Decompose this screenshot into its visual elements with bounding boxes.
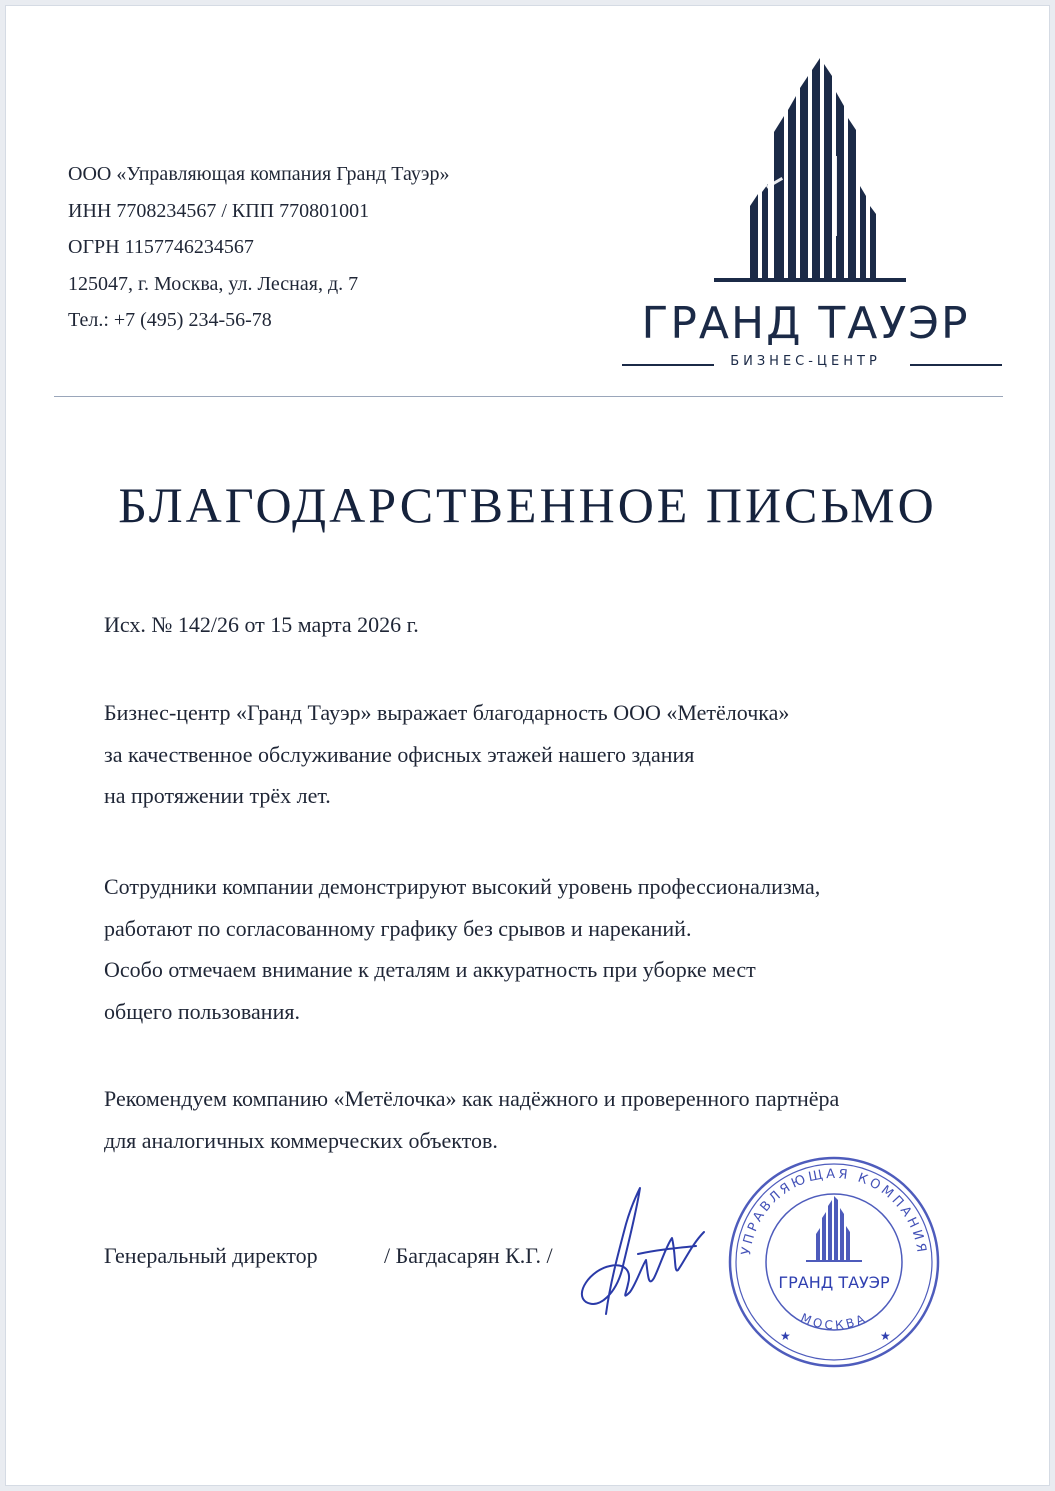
- sender-phone: Тел.: +7 (495) 234-56-78: [68, 309, 272, 331]
- paragraph-line: за качественное обслуживание офисных этажей нашего здания: [104, 741, 695, 767]
- stamp-ring-bottom-text: МОСКВА: [798, 1310, 870, 1333]
- logo-divider-right: [910, 364, 1002, 366]
- company-stamp: [724, 1152, 944, 1372]
- signatory-role: Генеральный директор: [104, 1243, 318, 1268]
- sender-inn-kpp: ИНН 7708234567 / КПП 770801001: [68, 199, 370, 222]
- skyscraper-icon: [608, 46, 1003, 291]
- paragraph-line: для аналогичных коммерческих объектов.: [104, 1127, 498, 1153]
- sender-details: [68, 156, 449, 339]
- paragraph-line: Сотрудники компании демонстрируют высокий уровень профессионализма,: [104, 874, 821, 899]
- paragraph-line: работают по согласованному графику без срывов и нареканий.: [104, 915, 692, 941]
- paragraph-3: [104, 1078, 839, 1161]
- paragraph-line: Рекомендуем компанию «Метёлочка» как надёжного и проверенного партнёра: [104, 1086, 840, 1111]
- paragraph-line: на протяжении трёх лет.: [104, 783, 331, 808]
- sender-ogrn: ОГРН 1157746234567: [68, 236, 254, 258]
- letter-reference: Исх. № 142/26 от 15 марта 2026 г.: [104, 612, 419, 637]
- paragraph-1: [104, 692, 789, 817]
- stamp-center-text: ГРАНД ТАУЭР: [778, 1273, 890, 1292]
- company-logo: [608, 46, 1008, 376]
- paragraph-line: Бизнес-центр «Гранд Тауэр» выражает благодарность ООО «Метёлочка»: [104, 700, 790, 725]
- logo-subtitle: БИЗНЕС-ЦЕНТР: [730, 354, 881, 369]
- star-icon: ★: [880, 1329, 891, 1343]
- paragraph-line: общего пользования.: [104, 998, 300, 1024]
- header-divider: [54, 396, 1003, 397]
- paragraph-2: [104, 866, 820, 1032]
- letter-title: БЛАГОДАРСТВЕННОЕ ПИСЬМО: [118, 477, 937, 533]
- sender-company: ООО «Управляющая компания Гранд Тауэр»: [68, 163, 450, 185]
- stamp-ring-top-text: УПРАВЛЯЮЩАЯ КОМПАНИЯ: [739, 1166, 929, 1257]
- paragraph-line: Особо отмечаем внимание к деталям и аккуратность при уборке мест: [104, 957, 756, 982]
- letter-page: [6, 6, 1049, 1485]
- handwritten-signature: [566, 1174, 716, 1324]
- star-icon: ★: [780, 1329, 791, 1343]
- logo-brand-name: ГРАНД ТАУЭР: [641, 298, 970, 349]
- signatory-name: / Багдасарян К.Г. /: [384, 1243, 553, 1268]
- sender-address: 125047, г. Москва, ул. Лесная, д. 7: [68, 272, 359, 295]
- stamp-skyscraper-icon: [806, 1196, 862, 1262]
